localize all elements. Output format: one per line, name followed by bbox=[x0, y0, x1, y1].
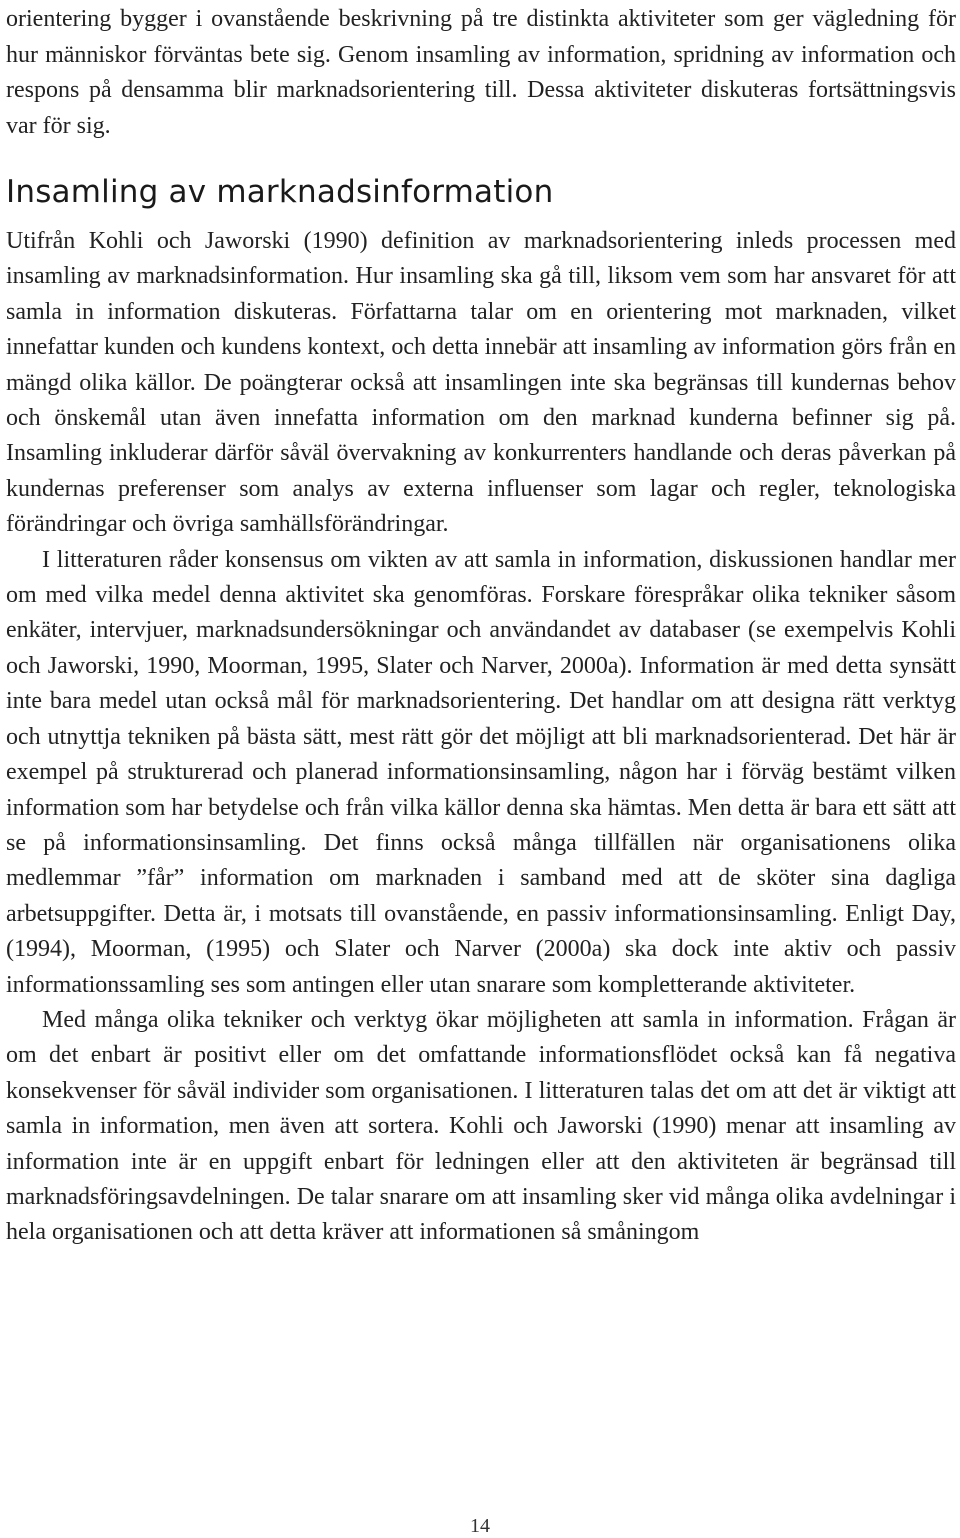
page-number: 14 bbox=[470, 1515, 490, 1537]
body-paragraph-3: Med många olika tekniker och verktyg ökar möjligheten att samla in information. Frågan är om det enbart är positivt eller om det omfattande informationsflödet också kan få negativa konsekvenser för såväl individer som organisationen. I litteraturen talas det om att det är viktigt att samla in information, men även att sortera. Kohli och Jaworski (1990) menar att insamling av information inte är en uppgift enbart för ledningen eller att den aktiviteten är begränsad till marknadsföringsavdelningen. De talar snarare om att insamling sker vid många olika avdelningar i hela organisationen och att detta kräver att informationen så småningom bbox=[6, 1006, 956, 1246]
body-paragraph-2: I litteraturen råder konsensus om vikten av att samla in information, diskussionen handlar mer om med vilka medel denna aktivitet ska genomföras. Forskare förespråkar olika tekniker såsom enkäter, intervjuer, marknadsundersökningar och användandet av databaser (se exempelvis Kohli och Jaworski, 1990, Moorman, 1995, Slater och Narver, 2000a). Information är med detta synsätt inte bara medel utan också mål för marknadsorientering. Det handlar om att designa rätt verktyg och utnyttja tekniken på bästa sätt, mest rätt gör det möjligt att bli marknadsorienterad. Det här är exempel på strukturerad och planerad informationsinsamling, någon har i förväg bestämt vilken information som har betydelse och från vilka källor denna ska hämtas. Men detta är bara ett sätt att se på informationsinsamling. Det finns också många tillfällen när organisationens olika medlemmar ”får” information om marknaden i samband med att de sköter sina dagliga arbetsuppgifter. Detta är, i motsats till ovanstående, en passiv informationsinsamling. Enligt Day, (1994), Moorman, (1995) och Slater och Narver (2000a) ska dock inte aktiv och passiv informationssamling ses som antingen eller utan snarare som kompletterande aktiviteter. bbox=[6, 546, 956, 998]
section-body bbox=[6, 224, 956, 1251]
intro-paragraph: orientering bygger i ovanstående beskrivning på tre distinkta aktiviteter som ger vägledning för hur människor förväntas bete sig. Genom insamling av information, spridning av information och respons på densamma blir marknadsorientering till. Dessa aktiviteter diskuteras fortsättningsvis var för sig. bbox=[6, 6, 956, 139]
section-heading: Insamling av marknadsinformation bbox=[6, 174, 554, 210]
document-page bbox=[6, 0, 956, 1251]
body-paragraph-1: Utifrån Kohli och Jaworski (1990) definition av marknadsorientering inleds processen med insamling av marknadsinformation. Hur insamling ska gå till, liksom vem som har ansvaret för att samla in information diskuteras. Författarna talar om en orientering mot marknaden, vilket innefattar kunden och kundens kontext, och detta innebär att insamling av information görs från en mängd olika källor. De poängterar också att insamlingen inte ska begränsas till kundernas behov och önskemål utan även innefatta information om den marknad kunderna befinner sig på. Insamling inkluderar därför såväl övervakning av konkurrenters handlande och deras påverkan på kundernas preferenser som analys av externa influenser som lagar och regler, teknologiska förändringar och övriga samhällsförändringar. bbox=[6, 228, 956, 538]
